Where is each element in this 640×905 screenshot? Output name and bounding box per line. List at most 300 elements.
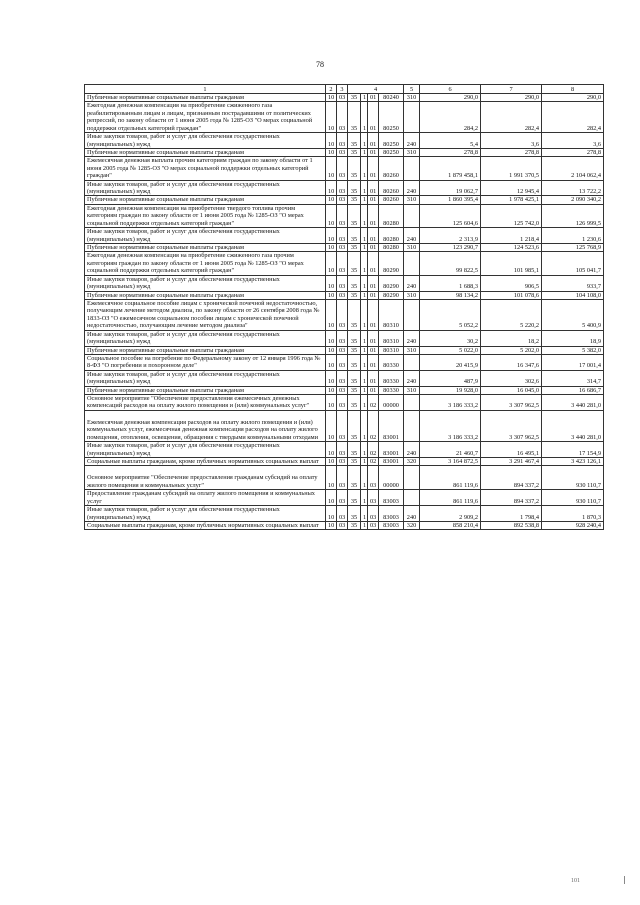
name-cell: Ежемесячное социальное пособие лицам с хронической почечной недостаточностью, получающим лечение методом диализа, по закону области от 26 сентября 2008 года № 1833-ОЗ "О ежемесячном социальном пособии лицам с хронической почечной недостаточностью, получающим лечение методом диализа" <box>85 299 326 330</box>
section-cell: 10 <box>326 133 337 149</box>
subprogram-cell: 1 <box>361 490 368 506</box>
section-cell: 10 <box>326 275 337 291</box>
direction-cell: 80280 <box>379 204 404 227</box>
amount-year1-cell: 278,8 <box>420 148 481 156</box>
amount-year2-cell: 101 985,1 <box>481 252 542 275</box>
amount-year3-cell: 5 400,9 <box>542 299 604 330</box>
direction-cell: 83001 <box>379 442 404 458</box>
amount-year3-cell: 278,8 <box>542 148 604 156</box>
direction-cell: 80280 <box>379 244 404 252</box>
footer-tick <box>624 876 625 884</box>
subprogram-cell: 1 <box>361 354 368 370</box>
subsection-cell: 03 <box>337 521 348 529</box>
subsection-cell: 03 <box>337 466 348 490</box>
section-cell: 10 <box>326 442 337 458</box>
direction-cell: 83003 <box>379 506 404 522</box>
subprogram-cell: 1 <box>361 521 368 529</box>
amount-year3-cell: 13 722,2 <box>542 180 604 196</box>
name-cell: Ежемесячная денежная компенсация расходов на оплату жилого помещения и (или) коммунальных услуг, ежемесячная денежная компенсация расходов на оплату жилого помещения, отопления, освещения, обращения с твердыми коммунальными отходами <box>85 410 326 441</box>
direction-cell: 80250 <box>379 133 404 149</box>
amount-year3-cell: 17 154,9 <box>542 442 604 458</box>
header-cell: 8 <box>542 85 604 94</box>
section-cell: 10 <box>326 457 337 465</box>
section-cell: 10 <box>326 395 337 411</box>
subprogram-cell: 1 <box>361 94 368 102</box>
direction-cell: 80330 <box>379 370 404 386</box>
direction-cell: 83001 <box>379 410 404 441</box>
table-row <box>85 102 604 133</box>
direction-cell: 80310 <box>379 330 404 346</box>
header-cell: 3 <box>337 85 348 94</box>
direction-cell: 83003 <box>379 521 404 529</box>
subsection-cell: 03 <box>337 299 348 330</box>
event-cell: 01 <box>368 228 379 244</box>
amount-year2-cell: 3 307 962,5 <box>481 395 542 411</box>
amount-year2-cell: 892 538,8 <box>481 521 542 529</box>
amount-year1-cell: 19 062,7 <box>420 180 481 196</box>
subsection-cell: 03 <box>337 506 348 522</box>
program-cell: 35 <box>348 506 361 522</box>
subprogram-cell: 1 <box>361 386 368 394</box>
expense-type-cell: 240 <box>404 180 420 196</box>
name-cell: Иные закупки товаров, работ и услуг для обеспечения государственных (муниципальных) нужд <box>85 370 326 386</box>
subprogram-cell: 1 <box>361 244 368 252</box>
header-row <box>85 85 604 94</box>
expense-type-cell: 310 <box>404 244 420 252</box>
subprogram-cell: 1 <box>361 466 368 490</box>
program-cell: 35 <box>348 410 361 441</box>
table-row <box>85 275 604 291</box>
event-cell: 02 <box>368 457 379 465</box>
amount-year2-cell: 290,0 <box>481 94 542 102</box>
name-cell: Социальные выплаты гражданам, кроме публичных нормативных социальных выплат <box>85 457 326 465</box>
amount-year1-cell: 98 134,2 <box>420 291 481 299</box>
name-cell: Предоставление гражданам субсидий на оплату жилого помещения и коммунальных услуг <box>85 490 326 506</box>
amount-year1-cell: 19 928,0 <box>420 386 481 394</box>
expense-type-cell: 310 <box>404 291 420 299</box>
expense-type-cell: 310 <box>404 94 420 102</box>
event-cell: 01 <box>368 275 379 291</box>
amount-year1-cell: 861 119,6 <box>420 490 481 506</box>
header-cell: 6 <box>420 85 481 94</box>
table-row <box>85 157 604 180</box>
subsection-cell: 03 <box>337 157 348 180</box>
name-cell: Иные закупки товаров, работ и услуг для обеспечения государственных (муниципальных) нужд <box>85 442 326 458</box>
subprogram-cell: 1 <box>361 442 368 458</box>
amount-year1-cell: 20 415,9 <box>420 354 481 370</box>
amount-year3-cell: 1 870,3 <box>542 506 604 522</box>
name-cell: Иные закупки товаров, работ и услуг для обеспечения государственных (муниципальных) нужд <box>85 133 326 149</box>
section-cell: 10 <box>326 330 337 346</box>
expense-type-cell: 240 <box>404 370 420 386</box>
name-cell: Иные закупки товаров, работ и услуг для обеспечения государственных (муниципальных) нужд <box>85 506 326 522</box>
program-cell: 35 <box>348 354 361 370</box>
subsection-cell: 03 <box>337 442 348 458</box>
subprogram-cell: 1 <box>361 457 368 465</box>
section-cell: 10 <box>326 346 337 354</box>
direction-cell: 80240 <box>379 94 404 102</box>
amount-year1-cell: 125 604,6 <box>420 204 481 227</box>
section-cell: 10 <box>326 370 337 386</box>
section-cell: 10 <box>326 521 337 529</box>
amount-year1-cell: 1 688,3 <box>420 275 481 291</box>
subsection-cell: 03 <box>337 410 348 441</box>
event-cell: 03 <box>368 521 379 529</box>
table-row <box>85 94 604 102</box>
table-row <box>85 370 604 386</box>
section-cell: 10 <box>326 299 337 330</box>
subsection-cell: 03 <box>337 490 348 506</box>
subprogram-cell: 1 <box>361 133 368 149</box>
section-cell: 10 <box>326 354 337 370</box>
direction-cell: 80290 <box>379 275 404 291</box>
table-row <box>85 346 604 354</box>
table-row <box>85 410 604 441</box>
table-row <box>85 442 604 458</box>
direction-cell: 80250 <box>379 148 404 156</box>
event-cell: 01 <box>368 330 379 346</box>
amount-year2-cell: 282,4 <box>481 102 542 133</box>
amount-year1-cell: 290,0 <box>420 94 481 102</box>
amount-year1-cell: 858 210,4 <box>420 521 481 529</box>
name-cell: Публичные нормативные социальные выплаты гражданам <box>85 291 326 299</box>
name-cell: Публичные нормативные социальные выплаты гражданам <box>85 148 326 156</box>
event-cell: 01 <box>368 252 379 275</box>
name-cell: Социальное пособие на погребение по Федеральному закону от 12 января 1996 года № 8-ФЗ "О погребении и похоронном деле" <box>85 354 326 370</box>
name-cell: Ежегодная денежная компенсация на приобретение сжиженного газа реабилитированным лицам и лицам, признанным пострадавшими от политических репрессий, по закону области от 1 июня 2005 года № 1285-ОЗ "О мерах социальной поддержки отдельных категорий граждан" <box>85 102 326 133</box>
amount-year1-cell: 3 164 872,5 <box>420 457 481 465</box>
program-cell: 35 <box>348 275 361 291</box>
footer-mark: 101 <box>571 878 580 884</box>
event-cell: 01 <box>368 102 379 133</box>
subsection-cell: 03 <box>337 330 348 346</box>
table-row <box>85 244 604 252</box>
subsection-cell: 03 <box>337 354 348 370</box>
amount-year1-cell: 5 052,2 <box>420 299 481 330</box>
expense-type-cell <box>404 252 420 275</box>
event-cell: 03 <box>368 490 379 506</box>
event-cell: 01 <box>368 196 379 204</box>
program-cell: 35 <box>348 299 361 330</box>
amount-year1-cell: 30,2 <box>420 330 481 346</box>
subsection-cell: 03 <box>337 148 348 156</box>
table-row <box>85 133 604 149</box>
amount-year3-cell: 930 110,7 <box>542 490 604 506</box>
section-cell: 10 <box>326 410 337 441</box>
expense-type-cell: 320 <box>404 521 420 529</box>
program-cell: 35 <box>348 180 361 196</box>
section-cell: 10 <box>326 244 337 252</box>
program-cell: 35 <box>348 204 361 227</box>
event-cell: 03 <box>368 506 379 522</box>
table-row <box>85 228 604 244</box>
expense-type-cell <box>404 299 420 330</box>
amount-year2-cell: 16 347,6 <box>481 354 542 370</box>
header-cell: 7 <box>481 85 542 94</box>
subprogram-cell: 1 <box>361 204 368 227</box>
amount-year3-cell: 3 440 281,0 <box>542 395 604 411</box>
direction-cell: 80310 <box>379 299 404 330</box>
table-row <box>85 252 604 275</box>
expense-type-cell <box>404 490 420 506</box>
amount-year2-cell: 101 078,6 <box>481 291 542 299</box>
direction-cell: 80260 <box>379 196 404 204</box>
name-cell: Ежегодная денежная компенсация на приобретение сжиженного газа прочим категориям граждан по закону области от 1 июня 2005 года № 1285-ОЗ "О мерах социальной поддержки отдельных категорий граждан" <box>85 252 326 275</box>
event-cell: 01 <box>368 204 379 227</box>
amount-year1-cell: 861 119,6 <box>420 466 481 490</box>
amount-year1-cell: 5 022,0 <box>420 346 481 354</box>
expense-type-cell <box>404 354 420 370</box>
direction-cell: 80280 <box>379 228 404 244</box>
expense-type-cell: 240 <box>404 442 420 458</box>
name-cell: Ежегодная денежная компенсация на приобретение твердого топлива прочим категориям граждан по закону области от 1 июня 2005 года № 1285-ОЗ "О мерах социальной поддержки отдельных категорий граждан" <box>85 204 326 227</box>
event-cell: 01 <box>368 386 379 394</box>
event-cell: 01 <box>368 291 379 299</box>
event-cell: 01 <box>368 370 379 386</box>
amount-year3-cell: 104 108,0 <box>542 291 604 299</box>
expense-type-cell: 320 <box>404 457 420 465</box>
amount-year2-cell: 1 991 370,5 <box>481 157 542 180</box>
table-row <box>85 291 604 299</box>
subprogram-cell: 1 <box>361 395 368 411</box>
event-cell: 02 <box>368 395 379 411</box>
table-row <box>85 330 604 346</box>
amount-year2-cell: 3 307 962,5 <box>481 410 542 441</box>
amount-year1-cell: 1 879 458,1 <box>420 157 481 180</box>
header-cell: 5 <box>404 85 420 94</box>
subsection-cell: 03 <box>337 386 348 394</box>
expense-type-cell <box>404 204 420 227</box>
amount-year2-cell: 3 291 467,4 <box>481 457 542 465</box>
amount-year2-cell: 3,6 <box>481 133 542 149</box>
section-cell: 10 <box>326 228 337 244</box>
table-row <box>85 466 604 490</box>
name-cell: Иные закупки товаров, работ и услуг для обеспечения государственных (муниципальных) нужд <box>85 275 326 291</box>
name-cell: Публичные нормативные социальные выплаты гражданам <box>85 196 326 204</box>
section-cell: 10 <box>326 180 337 196</box>
amount-year3-cell: 282,4 <box>542 102 604 133</box>
direction-cell: 83003 <box>379 490 404 506</box>
amount-year2-cell: 124 523,6 <box>481 244 542 252</box>
amount-year2-cell: 5 220,2 <box>481 299 542 330</box>
subprogram-cell: 1 <box>361 157 368 180</box>
program-cell: 35 <box>348 157 361 180</box>
name-cell: Основное мероприятие "Обеспечение предоставления гражданам субсидий на оплату жилого помещения и коммунальных услуг" <box>85 466 326 490</box>
event-cell: 01 <box>368 346 379 354</box>
amount-year2-cell: 894 337,2 <box>481 490 542 506</box>
name-cell: Публичные нормативные социальные выплаты гражданам <box>85 346 326 354</box>
expense-type-cell: 240 <box>404 506 420 522</box>
amount-year1-cell: 3 186 333,2 <box>420 410 481 441</box>
amount-year1-cell: 2 909,2 <box>420 506 481 522</box>
event-cell: 01 <box>368 180 379 196</box>
section-cell: 10 <box>326 196 337 204</box>
program-cell: 35 <box>348 346 361 354</box>
subprogram-cell: 1 <box>361 299 368 330</box>
event-cell: 01 <box>368 299 379 330</box>
expense-type-cell <box>404 466 420 490</box>
amount-year1-cell: 284,2 <box>420 102 481 133</box>
direction-cell: 00000 <box>379 395 404 411</box>
amount-year2-cell: 1 978 425,1 <box>481 196 542 204</box>
subsection-cell: 03 <box>337 275 348 291</box>
expense-type-cell: 310 <box>404 196 420 204</box>
program-cell: 35 <box>348 386 361 394</box>
expense-type-cell <box>404 395 420 411</box>
name-cell: Публичные нормативные социальные выплаты гражданам <box>85 94 326 102</box>
name-cell: Публичные нормативные социальные выплаты гражданам <box>85 244 326 252</box>
section-cell: 10 <box>326 291 337 299</box>
amount-year3-cell: 125 768,9 <box>542 244 604 252</box>
section-cell: 10 <box>326 506 337 522</box>
header-cell: 4 <box>348 85 404 94</box>
table-row <box>85 354 604 370</box>
amount-year1-cell: 2 313,9 <box>420 228 481 244</box>
section-cell: 10 <box>326 490 337 506</box>
program-cell: 35 <box>348 244 361 252</box>
expense-type-cell <box>404 410 420 441</box>
expense-type-cell: 310 <box>404 148 420 156</box>
name-cell: Социальные выплаты гражданам, кроме публичных нормативных социальных выплат <box>85 521 326 529</box>
direction-cell: 80290 <box>379 252 404 275</box>
subsection-cell: 03 <box>337 291 348 299</box>
amount-year3-cell: 18,9 <box>542 330 604 346</box>
amount-year3-cell: 933,7 <box>542 275 604 291</box>
amount-year3-cell: 17 001,4 <box>542 354 604 370</box>
header-cell: 1 <box>85 85 326 94</box>
event-cell: 02 <box>368 442 379 458</box>
direction-cell: 00000 <box>379 466 404 490</box>
subprogram-cell: 1 <box>361 410 368 441</box>
event-cell: 01 <box>368 354 379 370</box>
amount-year2-cell: 894 337,2 <box>481 466 542 490</box>
subprogram-cell: 1 <box>361 506 368 522</box>
direction-cell: 80290 <box>379 291 404 299</box>
event-cell: 01 <box>368 148 379 156</box>
program-cell: 35 <box>348 102 361 133</box>
subprogram-cell: 1 <box>361 370 368 386</box>
table-row <box>85 521 604 529</box>
amount-year3-cell: 2 104 062,4 <box>542 157 604 180</box>
program-cell: 35 <box>348 196 361 204</box>
table-row <box>85 386 604 394</box>
subsection-cell: 03 <box>337 94 348 102</box>
program-cell: 35 <box>348 395 361 411</box>
subprogram-cell: 1 <box>361 102 368 133</box>
amount-year1-cell: 1 860 395,4 <box>420 196 481 204</box>
amount-year3-cell: 928 240,4 <box>542 521 604 529</box>
name-cell: Иные закупки товаров, работ и услуг для обеспечения государственных (муниципальных) нужд <box>85 180 326 196</box>
subprogram-cell: 1 <box>361 330 368 346</box>
program-cell: 35 <box>348 291 361 299</box>
amount-year3-cell: 5 382,0 <box>542 346 604 354</box>
subsection-cell: 03 <box>337 346 348 354</box>
program-cell: 35 <box>348 330 361 346</box>
amount-year1-cell: 3 186 333,2 <box>420 395 481 411</box>
section-cell: 10 <box>326 386 337 394</box>
subsection-cell: 03 <box>337 180 348 196</box>
table-row <box>85 457 604 465</box>
subprogram-cell: 1 <box>361 180 368 196</box>
section-cell: 10 <box>326 157 337 180</box>
section-cell: 10 <box>326 102 337 133</box>
direction-cell: 80330 <box>379 354 404 370</box>
event-cell: 01 <box>368 133 379 149</box>
amount-year3-cell: 2 090 340,2 <box>542 196 604 204</box>
expense-type-cell: 240 <box>404 133 420 149</box>
table-row <box>85 299 604 330</box>
program-cell: 35 <box>348 148 361 156</box>
table-row <box>85 395 604 411</box>
table-row <box>85 196 604 204</box>
program-cell: 35 <box>348 133 361 149</box>
subsection-cell: 03 <box>337 204 348 227</box>
amount-year2-cell: 278,8 <box>481 148 542 156</box>
section-cell: 10 <box>326 252 337 275</box>
direction-cell: 80260 <box>379 157 404 180</box>
amount-year3-cell: 16 686,7 <box>542 386 604 394</box>
section-cell: 10 <box>326 204 337 227</box>
amount-year3-cell: 3 423 126,1 <box>542 457 604 465</box>
amount-year3-cell: 290,0 <box>542 94 604 102</box>
program-cell: 35 <box>348 228 361 244</box>
amount-year3-cell: 314,7 <box>542 370 604 386</box>
subprogram-cell: 1 <box>361 291 368 299</box>
program-cell: 35 <box>348 94 361 102</box>
amount-year2-cell: 18,2 <box>481 330 542 346</box>
program-cell: 35 <box>348 521 361 529</box>
program-cell: 35 <box>348 370 361 386</box>
expense-type-cell <box>404 157 420 180</box>
subsection-cell: 03 <box>337 196 348 204</box>
subsection-cell: 03 <box>337 244 348 252</box>
name-cell: Ежемесячная денежная выплата прочим категориям граждан по закону области от 1 июня 2005 года № 1285-ОЗ "О мерах социальной поддержки отдельных категорий граждан" <box>85 157 326 180</box>
section-cell: 10 <box>326 466 337 490</box>
event-cell: 01 <box>368 94 379 102</box>
table-row <box>85 204 604 227</box>
page-number: 78 <box>316 60 324 69</box>
subprogram-cell: 1 <box>361 196 368 204</box>
expense-type-cell: 240 <box>404 228 420 244</box>
amount-year3-cell: 1 230,6 <box>542 228 604 244</box>
program-cell: 35 <box>348 490 361 506</box>
expense-type-cell: 240 <box>404 330 420 346</box>
direction-cell: 80260 <box>379 180 404 196</box>
subsection-cell: 03 <box>337 457 348 465</box>
amount-year2-cell: 16 495,1 <box>481 442 542 458</box>
program-cell: 35 <box>348 466 361 490</box>
direction-cell: 80250 <box>379 102 404 133</box>
table-row <box>85 148 604 156</box>
amount-year2-cell: 1 798,4 <box>481 506 542 522</box>
direction-cell: 80330 <box>379 386 404 394</box>
direction-cell: 80310 <box>379 346 404 354</box>
table-row <box>85 506 604 522</box>
amount-year2-cell: 906,5 <box>481 275 542 291</box>
name-cell: Иные закупки товаров, работ и услуг для обеспечения государственных (муниципальных) нужд <box>85 330 326 346</box>
program-cell: 35 <box>348 442 361 458</box>
program-cell: 35 <box>348 457 361 465</box>
amount-year2-cell: 125 742,0 <box>481 204 542 227</box>
event-cell: 02 <box>368 410 379 441</box>
subsection-cell: 03 <box>337 133 348 149</box>
subprogram-cell: 1 <box>361 228 368 244</box>
amount-year2-cell: 302,6 <box>481 370 542 386</box>
expense-type-cell: 310 <box>404 346 420 354</box>
event-cell: 01 <box>368 157 379 180</box>
amount-year2-cell: 1 218,4 <box>481 228 542 244</box>
direction-cell: 83001 <box>379 457 404 465</box>
